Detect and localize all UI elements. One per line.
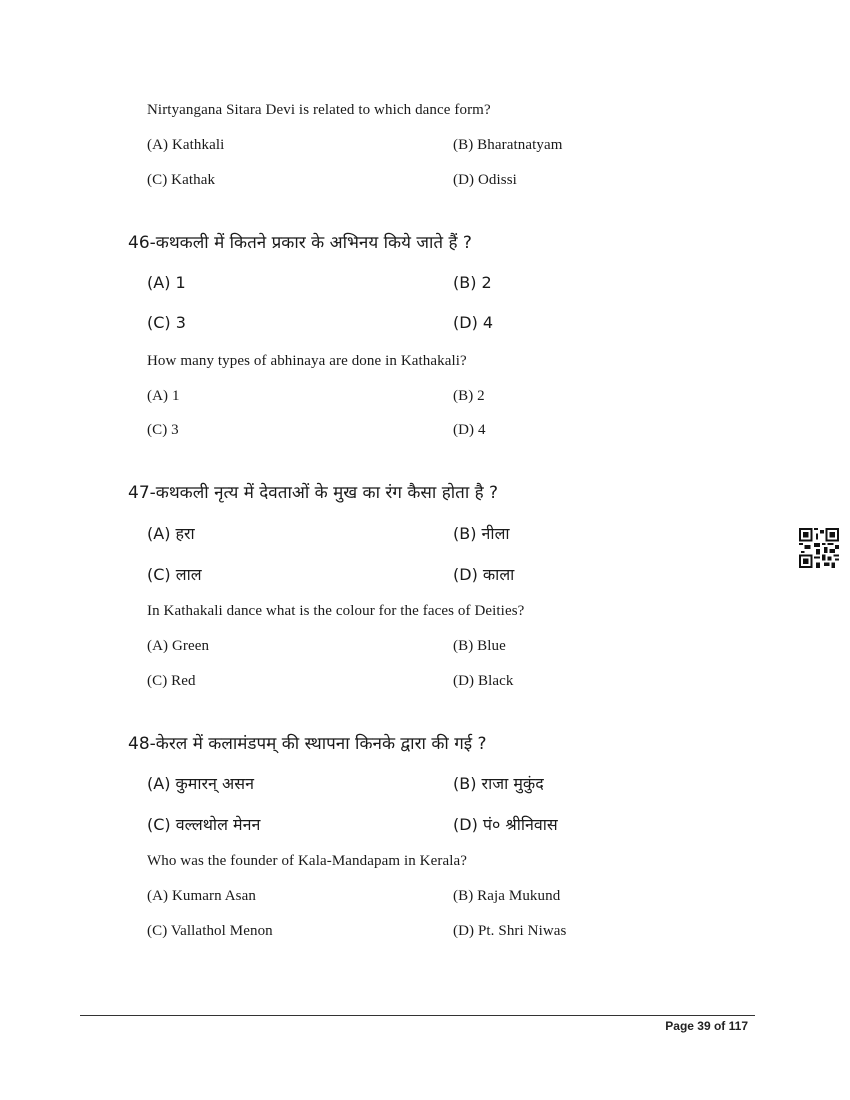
option-b: (B) 2 (453, 388, 485, 404)
option-d: (D) Black (453, 673, 514, 689)
option-d: (D) 4 (453, 422, 486, 438)
option-a: (A) Kathkali (147, 137, 225, 153)
question-stem: 47-कथकली नृत्य में देवताओं के मुख का रंग कैसा होता है ? (128, 483, 499, 503)
option-a: (A) हरा (147, 524, 195, 543)
option-c: (C) 3 (147, 313, 186, 332)
option-b: (B) Blue (453, 638, 506, 654)
option-c: (C) Kathak (147, 172, 216, 188)
option-d: (D) पं० श्रीनिवास (453, 815, 558, 834)
question-stem: 48-केरल में कलामंडपम् की स्थापना किनके द्वारा की गई ? (128, 734, 487, 754)
option-b: (B) नीला (453, 524, 510, 543)
option-c: (C) वल्लथोल मेनन (147, 815, 261, 834)
option-b: (B) 2 (453, 273, 492, 292)
option-a: (A) Kumarn Asan (147, 888, 256, 904)
option-a: (A) 1 (147, 388, 180, 404)
option-c: (C) 3 (147, 422, 179, 438)
footer-divider (80, 1015, 755, 1016)
question-stem: In Kathakali dance what is the colour for the faces of Deities? (147, 603, 525, 619)
option-a: (A) Green (147, 638, 210, 654)
option-b: (B) राजा मुकुंद (453, 774, 544, 793)
option-b: (B) Bharatnatyam (453, 137, 563, 153)
option-c: (C) Vallathol Menon (147, 923, 273, 939)
option-d: (D) Odissi (453, 172, 517, 188)
question-stem: Who was the founder of Kala-Mandapam in Kerala? (147, 853, 467, 869)
page-number: Page 39 of 117 (665, 1019, 748, 1033)
question-stem: 46-कथकली में कितने प्रकार के अभिनय किये जाते हैं ? (128, 233, 472, 253)
option-d: (D) काला (453, 565, 515, 584)
question-stem: Nirtyangana Sitara Devi is related to which dance form? (147, 102, 491, 118)
qr-code-icon (799, 528, 839, 568)
option-c: (C) लाल (147, 565, 202, 584)
option-d: (D) Pt. Shri Niwas (453, 923, 567, 939)
option-a: (A) कुमारन् असन (147, 774, 254, 793)
option-d: (D) 4 (453, 313, 494, 332)
option-b: (B) Raja Mukund (453, 888, 561, 904)
option-c: (C) Red (147, 673, 196, 689)
option-a: (A) 1 (147, 273, 186, 292)
question-stem: How many types of abhinaya are done in Kathakali? (147, 353, 467, 369)
